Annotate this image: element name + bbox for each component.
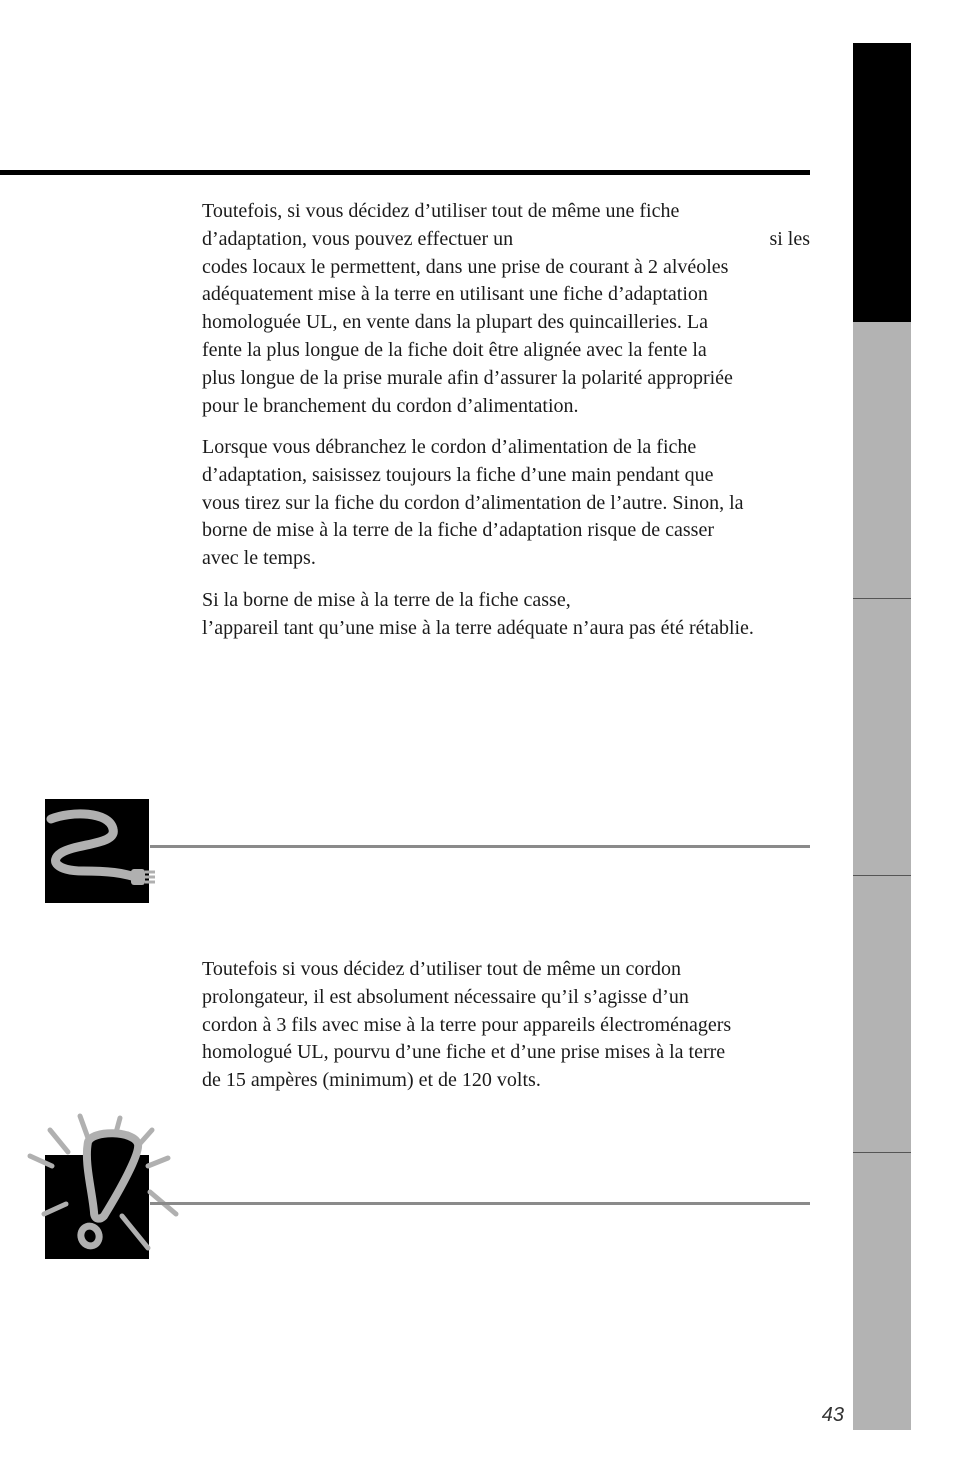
text-line: homologué UL, pourvu d’une fiche et d’une prise mises à la terre — [202, 1041, 726, 1064]
text-fragment: si les — [769, 227, 810, 250]
text-line: Lorsque vous débranchez le cordon d’alimentation de la fiche — [202, 436, 697, 458]
text-line: prolongateur, il est absolument nécessaire qu’il s’agisse d’un — [202, 985, 689, 1008]
text-line: vous tirez sur la fiche du cordon d’alimentation de l’autre. Sinon, la — [202, 491, 744, 514]
text-line: plus longue de la prise murale afin d’assurer la polarité appropriée — [202, 366, 733, 389]
paragraph-adapter-plug — [202, 198, 810, 420]
power-cord-icon — [45, 799, 149, 903]
text-line: Si la borne de mise à la terre de la fiche casse, — [202, 589, 571, 611]
text-line: Toutefois si vous décidez d’utiliser tout de même un cordon — [202, 958, 682, 980]
text-line: de 15 ampères (minimum) et de 120 volts. — [202, 1069, 541, 1092]
text-line: cordon à 3 fils avec mise à la terre pour appareils électroménagers — [202, 1013, 732, 1036]
section-tab-active — [853, 43, 911, 322]
text-line: pour le branchement du cordon d’alimentation. — [202, 394, 579, 417]
paragraph-unplugging — [202, 434, 810, 573]
section-tab-2 — [853, 322, 911, 1430]
text-line: codes locaux le permettent, dans une prise de courant à 2 alvéoles — [202, 255, 729, 278]
text-line: Toutefois, si vous décidez d’utiliser tout de même une fiche — [202, 200, 680, 222]
warning-exclamation-icon — [22, 1112, 182, 1262]
text-line: adéquatement mise à la terre en utilisant une fiche d’adaptation — [202, 283, 708, 306]
top-rule — [0, 170, 810, 175]
text-line: d’adaptation, saisissez toujours la fiche d’une main pendant que — [202, 463, 714, 486]
tab-divider — [853, 875, 911, 876]
text-line: l’appareil tant qu’une mise à la terre adéquate n’aura pas été rétablie. — [202, 616, 754, 639]
text-line: borne de mise à la terre de la fiche d’adaptation risque de casser — [202, 519, 714, 542]
section-rule — [150, 845, 810, 848]
paragraph-extension-cord — [202, 956, 810, 1095]
text-line: homologuée UL, en vente dans la plupart des quincailleries. La — [202, 311, 708, 334]
page-number: 43 — [821, 1404, 844, 1426]
text-line: fente la plus longue de la fiche doit être alignée avec la fente la — [202, 338, 707, 361]
tab-divider — [853, 1152, 911, 1153]
section-rule — [150, 1202, 810, 1205]
paragraph-broken-ground — [202, 587, 810, 643]
text-line — [202, 226, 810, 254]
text-line: avec le temps. — [202, 547, 316, 570]
tab-divider — [853, 598, 911, 599]
text-fragment: d’adaptation, vous pouvez effectuer un — [202, 227, 514, 250]
